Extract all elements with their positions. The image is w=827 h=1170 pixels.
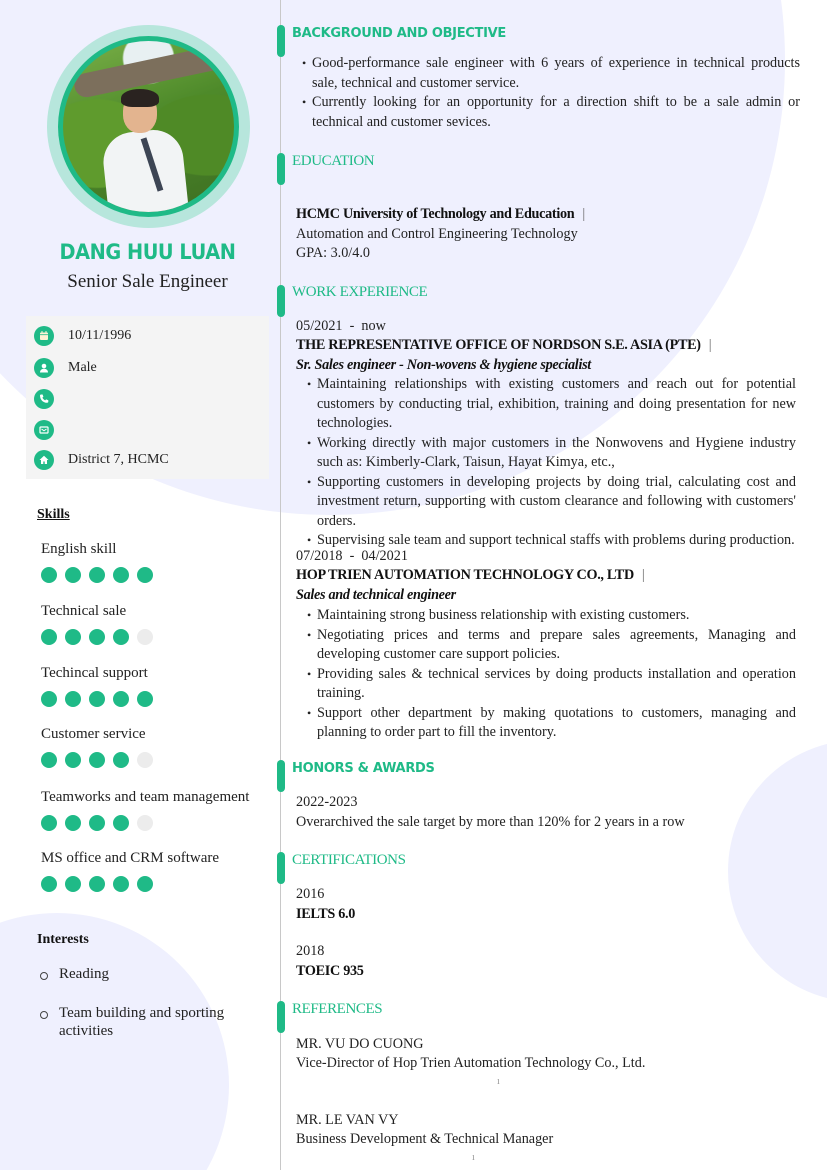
job-company-line: THE REPRESENTATIVE OFFICE OF NORDSON S.E. ASIA (PTE) |	[296, 337, 712, 353]
info-row-phone	[34, 389, 68, 409]
phone-icon	[34, 389, 54, 409]
candidate-name: DANG HUU LUAN	[59, 240, 236, 264]
section-marker-icon	[277, 1001, 285, 1033]
redacted-mark: ı	[472, 1152, 475, 1163]
skill-rating	[41, 815, 249, 831]
reference-role: Vice-Director of Hop Trien Automation Technology Co., Ltd.	[296, 1055, 646, 1071]
reference-name: MR. VU DO CUONG	[296, 1036, 424, 1052]
interest-item: Reading	[40, 965, 239, 983]
job-duties	[307, 606, 796, 743]
list-item: • Maintaining relationships with existing customers and reach out for potential customers by conducting trial, exhibition, training and doing presentation for new technologies.	[307, 375, 796, 434]
info-row-email	[34, 420, 68, 440]
info-row-birthday	[34, 326, 131, 346]
job-period: 07/2018 - 04/2021	[296, 548, 408, 564]
list-item: • Working directly with major customers in the Nonwovens and Hygiene industry such as: Kimberly-Clark, Taisun, Hayat Kimya, etc.,	[307, 434, 796, 473]
list-item: • Good-performance sale engineer with 6 years of experience in technical products sale, technical and customer service.	[302, 54, 800, 93]
list-item: • Providing sales & technical services by doing products installation and operation training.	[307, 665, 796, 704]
list-item: • Support other department by making quotations to customers, managing and planning to order part to fill the inventory.	[307, 704, 796, 743]
email-icon	[34, 420, 54, 440]
avatar-border	[58, 36, 239, 217]
education-gpa: GPA: 3.0/4.0	[296, 245, 370, 261]
interest-item: Team building and sporting activities	[40, 1004, 239, 1040]
education-major: Automation and Control Engineering Technology	[296, 226, 578, 242]
skill-item: Technical sale	[41, 603, 153, 645]
redacted-mark: ı	[497, 1076, 500, 1087]
education-school: HCMC University of Technology and Education	[296, 206, 575, 222]
list-item: • Negotiating prices and terms and prepare sales agreements, Managing and developing customer care support policies.	[307, 626, 796, 665]
reference-role: Business Development & Technical Manager	[296, 1131, 554, 1147]
background-list	[302, 54, 800, 132]
section-marker-icon	[277, 153, 285, 185]
skill-rating	[41, 752, 153, 768]
avatar-ring	[47, 25, 250, 228]
interests-heading: Interests	[37, 932, 89, 947]
section-title-honors: HONORS & AWARDS	[292, 761, 435, 776]
cert-year: 2016	[296, 886, 325, 902]
list-item: • Supervising sale team and support technical staffs with problems during production.	[307, 531, 796, 551]
circle-bullet-icon	[40, 972, 48, 980]
cert-name: IELTS 6.0	[296, 906, 356, 922]
skill-item: MS office and CRM software	[41, 850, 219, 892]
job-company: HOP TRIEN AUTOMATION TECHNOLOGY CO., LTD	[296, 567, 634, 583]
home-icon	[34, 450, 54, 470]
skill-item: Techincal support	[41, 665, 153, 707]
reference-name: MR. LE VAN VY	[296, 1112, 399, 1128]
skill-item: English skill	[41, 541, 153, 583]
birthday-value: 10/11/1996	[68, 328, 132, 343]
info-row-address	[34, 450, 169, 470]
section-marker-icon	[277, 852, 285, 884]
list-item: • Maintaining strong business relationship with existing customers.	[307, 606, 796, 626]
skill-item: Customer service	[41, 726, 153, 768]
skill-rating	[41, 691, 153, 707]
list-item: • Supporting customers in developing projects by doing trial, calculating cost and investment return, supporting with custom clearance and following with customers' orders.	[307, 473, 796, 532]
honor-period: 2022-2023	[296, 794, 358, 810]
section-marker-icon	[277, 285, 285, 317]
education-school-line: HCMC University of Technology and Education |	[296, 206, 586, 222]
job-period: 05/2021 - now	[296, 318, 386, 334]
skill-item: Teamworks and team management	[41, 789, 249, 831]
honor-text: Overarchived the sale target by more than 120% for 2 years in a row	[296, 814, 685, 830]
job-position: Sr. Sales engineer - Non-wovens & hygiene specialist	[296, 357, 591, 373]
user-icon	[34, 358, 54, 378]
list-item: • Currently looking for an opportunity for a direction shift to be a sale admin or technical and customer sevices.	[302, 93, 800, 132]
info-row-gender	[34, 358, 97, 378]
section-title-education: EDUCATION	[292, 153, 375, 169]
contact-info-box	[26, 316, 269, 479]
section-marker-icon	[277, 760, 285, 792]
address-value: District 7, HCMC	[68, 452, 169, 467]
skill-rating	[41, 567, 153, 583]
skills-heading: Skills	[37, 507, 70, 522]
section-title-background: BACKGROUND AND OBJECTIVE	[292, 26, 506, 41]
candidate-title: Senior Sale Engineer	[67, 271, 228, 292]
gender-value: Male	[68, 360, 97, 375]
circle-bullet-icon	[40, 1011, 48, 1019]
section-title-references: REFERENCES	[292, 1001, 383, 1017]
job-company-line: HOP TRIEN AUTOMATION TECHNOLOGY CO., LTD |	[296, 567, 645, 583]
section-title-certifications: CERTIFICATIONS	[292, 852, 406, 868]
cert-year: 2018	[296, 943, 325, 959]
cert-name: TOEIC 935	[296, 963, 364, 979]
section-title-work: WORK EXPERIENCE	[292, 284, 428, 300]
job-duties	[307, 375, 796, 551]
skill-rating	[41, 629, 153, 645]
calendar-icon	[34, 326, 54, 346]
job-position: Sales and technical engineer	[296, 587, 456, 603]
skill-rating	[41, 876, 219, 892]
section-marker-icon	[277, 25, 285, 57]
job-company: THE REPRESENTATIVE OFFICE OF NORDSON S.E. ASIA (PTE)	[296, 337, 701, 353]
avatar	[63, 41, 234, 212]
